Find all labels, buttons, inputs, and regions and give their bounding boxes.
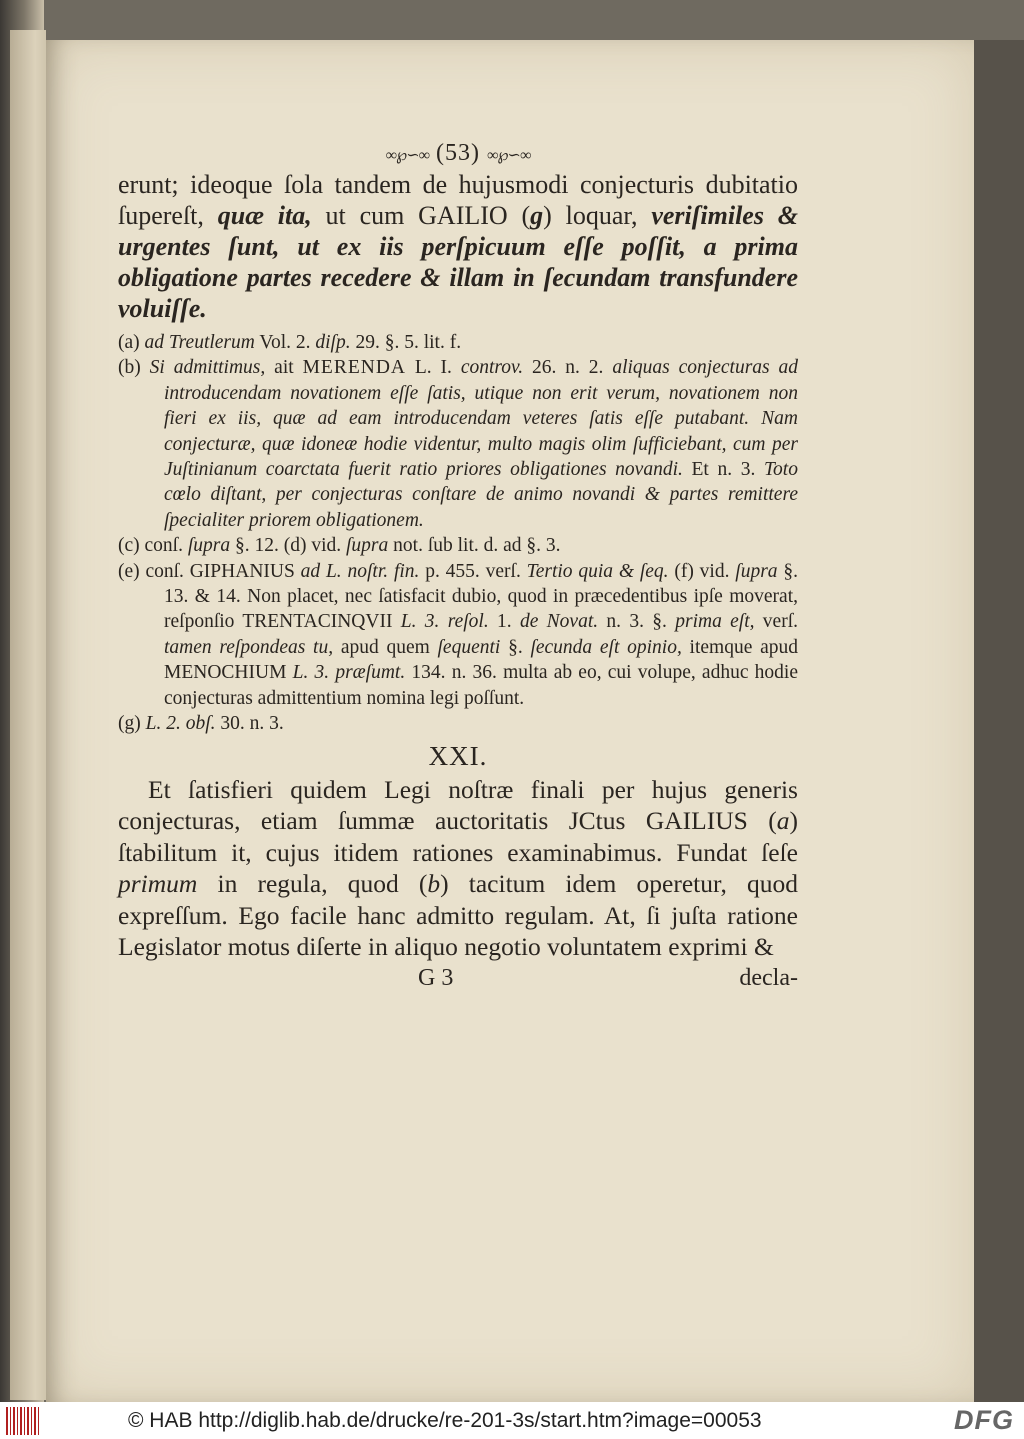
footnote-run: aliquas conjecturas ad introducendam novationem eſſe ſatis, utique non erit verum, novationem non fieri ex iis, quæ ad eam introducendam veteres ſatis eſſe putabant. Nam conjecturæ, quæ idoneæ hodie videntur, multo magis olim ſufficiebant, cum per Juſtinianum coarctata fuerit ratio priores obligationes novandi. [164,357,799,481]
footnote-run: (f) vid. [668,560,736,582]
footnote-run: Toto cœlo diſtant, per conjecturas conſtare de animo novandi & partes remittere ſpecialiter priorem obligationem. [164,459,798,531]
section-text-run: a [776,806,790,835]
page-content [118,140,798,992]
main-text-run: quæ ita, [217,201,312,230]
main-text-run: g [530,201,544,230]
signature-mark: G 3 [418,964,454,991]
footnote [118,355,798,533]
footnote-run: (c) conſ. [118,535,188,557]
main-text-run: veriſimiles & urgentes ſunt, ut ex iis perſpicuum eſſe poſſit, a prima obligatione partes recedere & illam in ſecundam transfundere voluiſſe. [118,201,798,323]
footnote-run: ſequenti [437,636,501,658]
footnote-run: ait [265,357,303,379]
footnote-run: itemque apud MENOCHIUM [164,636,799,684]
footnote-run: L. 3. reſol. [400,611,489,633]
right-background [974,40,1024,1402]
footnotes [118,330,798,737]
footnote [118,711,798,736]
footnote-run: Et n. 3. [682,459,764,481]
footnote-run: diſp. [315,332,351,353]
footnote-run: (e) conſ. GIPHANIUS [118,560,301,582]
footnote-run: §. 13. & 14. Non placet, nec ſatisfacit dubio, quod in præcedentibus ipſe moverat, reſponſio TRENTACINQVII [164,560,798,633]
previous-page-edge [10,30,46,1400]
section-text-run: in regula, quod ( [197,869,428,898]
source-credit-link[interactable]: © HAB http://diglib.hab.de/drucke/re-201-3s/start.htm?image=00053 [128,1408,762,1432]
section-text-run: Et ſatisfieri quidem Legi noſtræ finali per hujus generis conjecturas, etiam ſummæ auctoritatis JCtus GAILIUS ( [118,774,798,835]
main-text-run: ut cum GAILIO ( [311,201,531,230]
section-text-run: ) tacitum idem operetur, quod expreſſum. Ego facile hanc admitto regulam. At, ſi juſta ratione Legislator motus diſerte in aliquo negotio voluntatem exprimi & [118,869,798,961]
section-text-run: ) ſtabilitum it, cujus itidem rationes examinabimus. Fundat ſeſe [118,806,798,867]
footnote-run: controv. [460,357,524,379]
catchword: decla- [739,964,798,991]
footnote-run: §. [500,636,531,658]
main-text-run: erunt; ideoque ſola tandem de hujusmodi conjecturis dubitatio ſupereſt, [118,170,798,230]
footnote-run: 134. n. 36. multa ab eo, cui volupe, adhuc hodie conjecturas admittentium nomina legi poſſunt. [164,662,799,709]
footnote-run: Si admittimus, [149,357,266,379]
section-text-run: b [427,869,441,898]
footnote-run: apud quem [333,636,438,658]
footnote-run: verſ. [754,611,798,633]
section-text [118,774,798,963]
section-text-run: primum [118,869,198,898]
footnote-run: (a) [118,332,145,353]
footnote-run: MERENDA [302,357,406,379]
footnote-run: not. ſub lit. d. ad §. 3. [388,535,561,557]
footnote-run: 29. §. 5. lit. f. [350,332,462,353]
footnote [118,533,798,558]
header-ornament-right: ∞℘∽∞ [486,147,531,164]
main-text [118,169,798,324]
footnote-run: (g) [118,713,146,735]
footnote-run: ſupra [735,560,778,582]
main-text-run: ) loquar, [543,201,652,230]
footnote-run: 30. n. 3. [215,713,284,735]
dfg-logo: DFG [954,1405,1014,1435]
section-paragraph [118,774,798,963]
page-number: (53) [436,140,480,166]
footnote-run: L. 3. præſumt. [292,662,406,684]
footnote-run: ad L. noſtr. fin. [300,560,420,582]
footnote-run: 1. [488,611,520,633]
header-ornament-left: ∞℘∽∞ [385,147,429,164]
footnote [118,559,798,711]
footnote-run: Tertio quia & ſeq. [526,560,669,582]
viewer-bottom-bar [0,1402,1024,1439]
section-heading: XXI. [428,740,488,771]
footnote-run: (b) [118,357,150,379]
page-footer [118,965,798,992]
footnote-run: §. 12. (d) vid. [230,535,347,557]
library-logo-icon [6,1407,40,1435]
main-paragraph [118,169,798,324]
page-header [118,140,798,167]
footnote-run: prima eſt, [675,611,755,633]
footnote-run: ſupra [187,535,231,557]
footnote-run: ſupra [346,535,389,557]
footnote-run: Vol. 2. [254,332,316,353]
footnote-run: L. 2. obſ. [145,713,216,735]
footnote-run: de Novat. [519,611,599,633]
footnote [118,330,798,355]
footnote-run: ad Treutlerum [144,332,255,353]
footnote-run: 26. n. 2. [523,357,613,379]
footnote-run: L. I. [405,357,461,379]
footnote-run: n. 3. §. [598,611,676,633]
footnote-run: tamen reſpondeas tu, [164,636,334,658]
footnote-run: ſecunda eſt opinio, [530,636,682,658]
footnote-run: p. 455. verſ. [419,560,527,582]
